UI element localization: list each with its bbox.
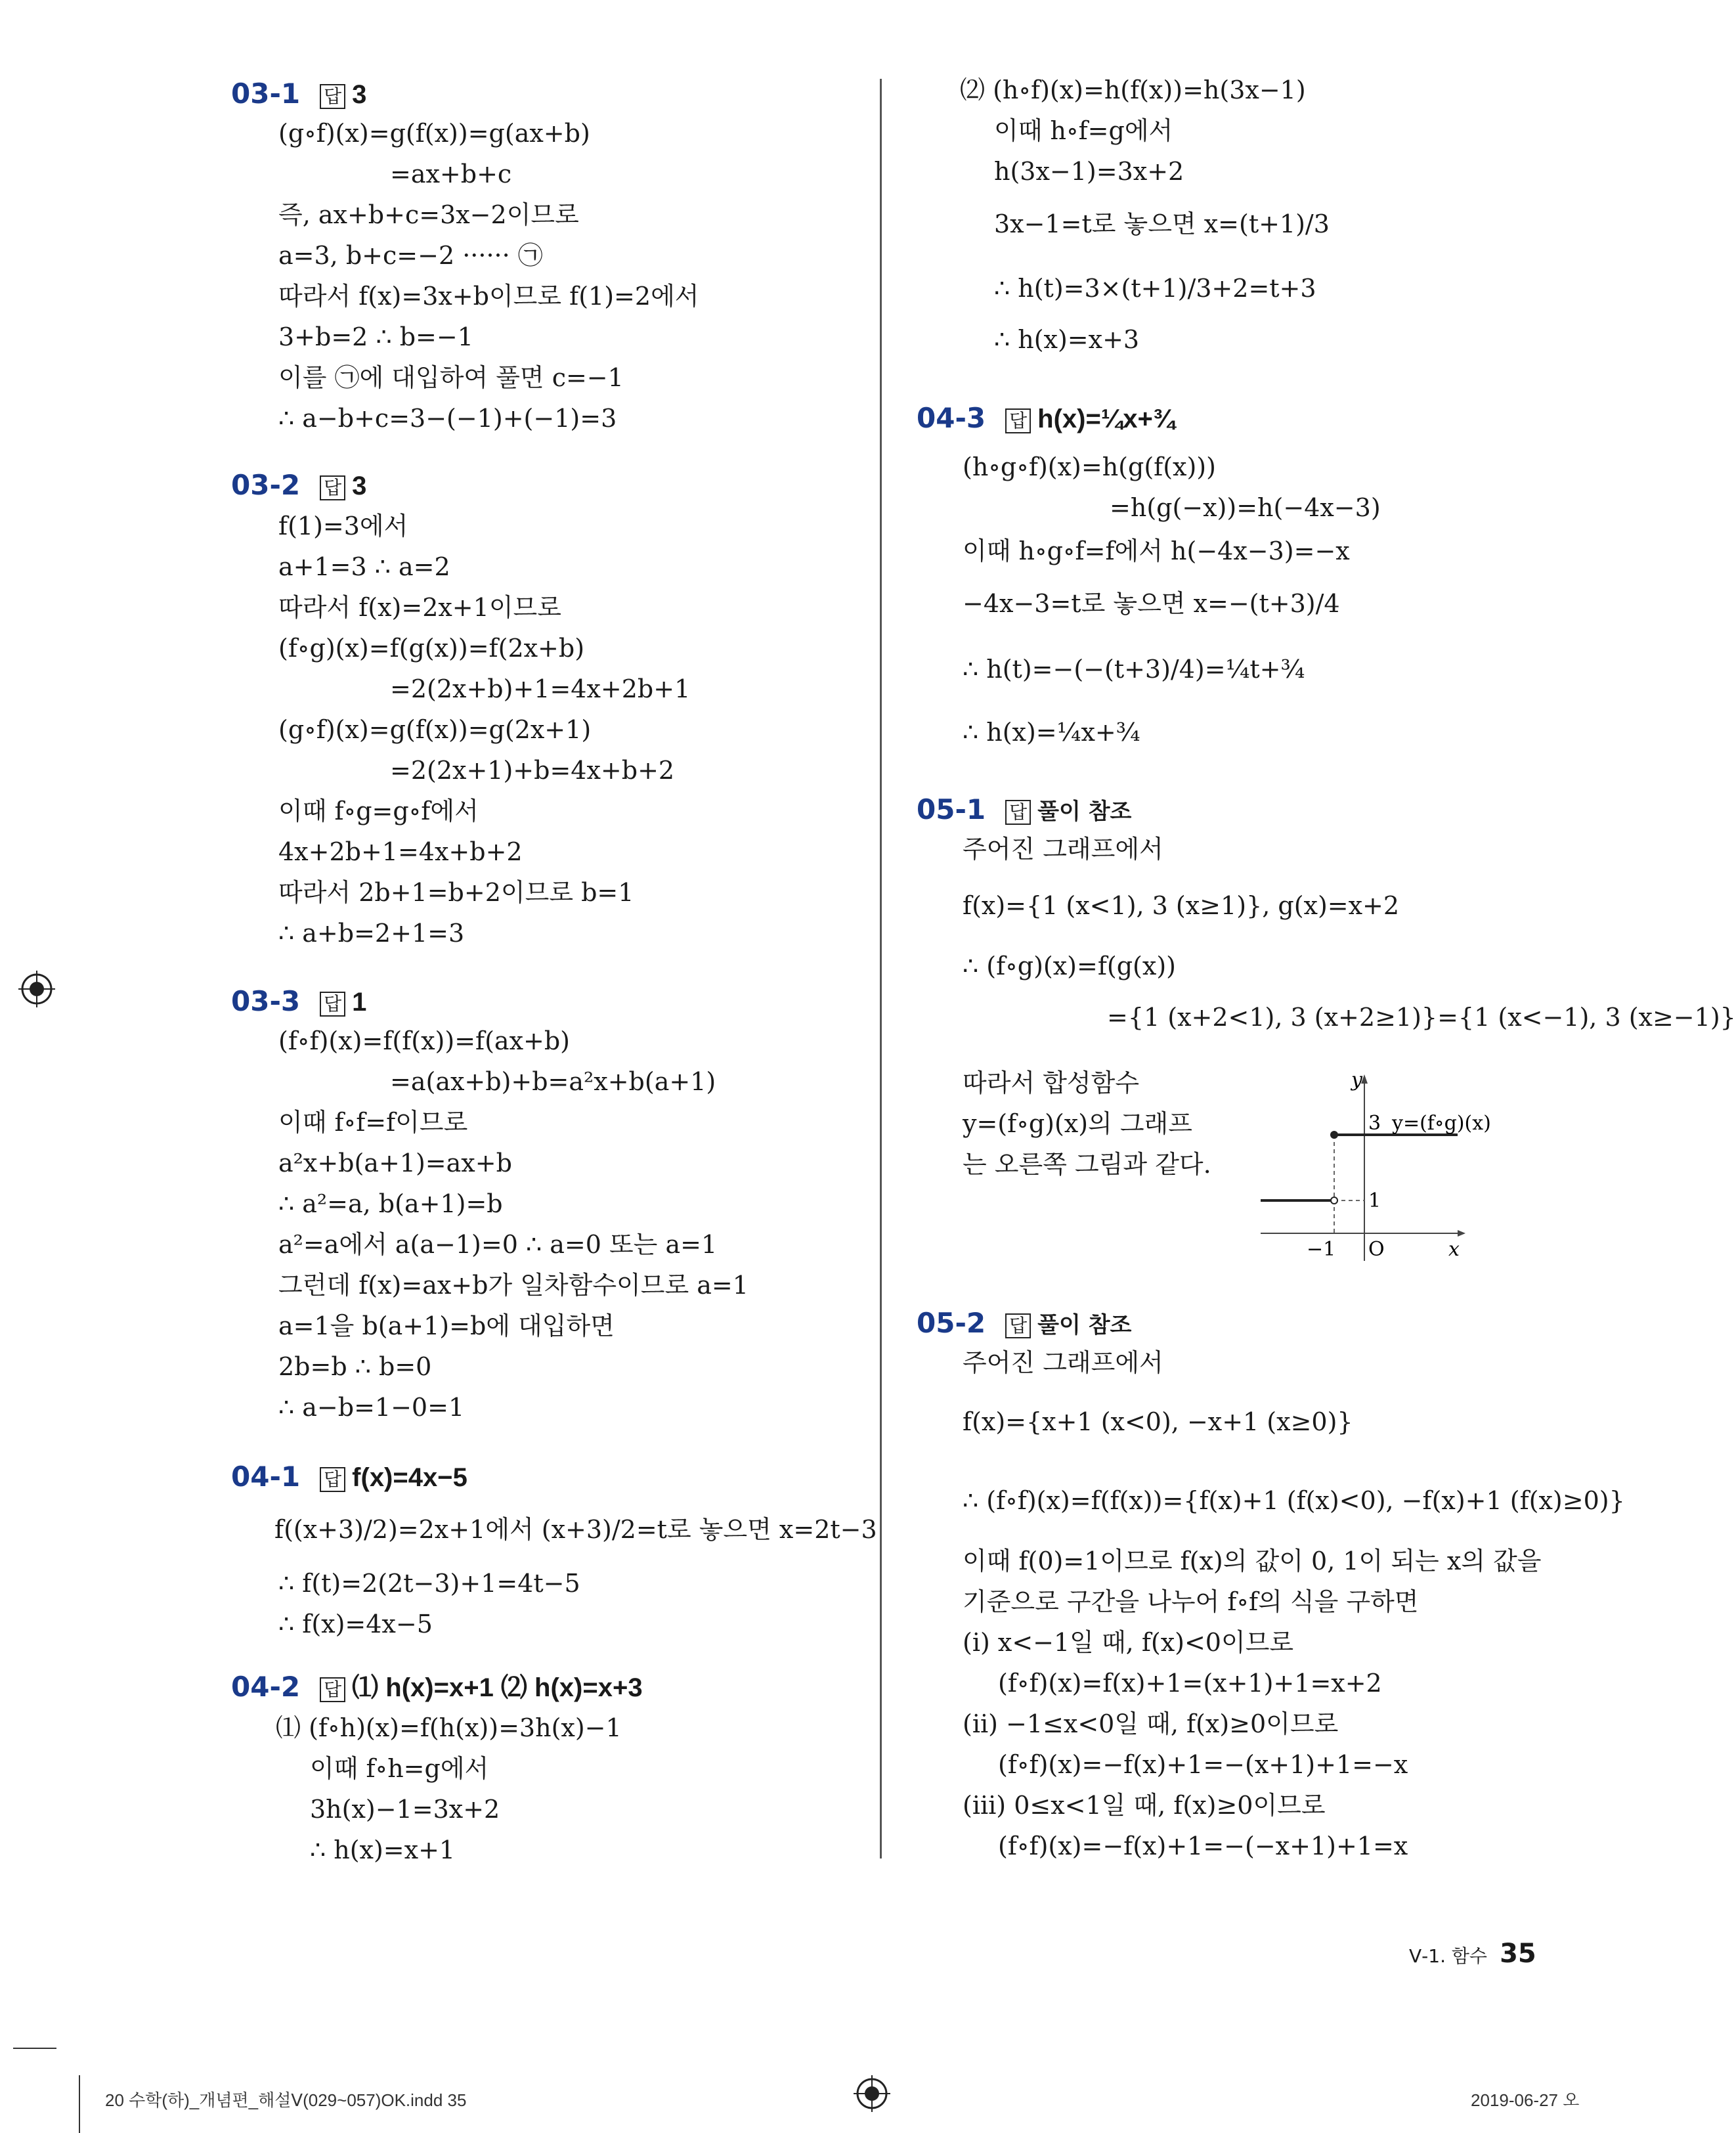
solution-line: 3x−1=t로 놓으면 x=(t+1)/3 xyxy=(994,209,1330,238)
solution-line: a=1을 b(a+1)=b에 대입하면 xyxy=(278,1311,615,1340)
solution-line: ∴ a²=a, b(a+1)=b xyxy=(278,1189,503,1218)
problem-number: 04-1 xyxy=(231,1461,301,1493)
solution-line: (f∘f)(x)=−f(x)+1=−(x+1)+1=−x xyxy=(998,1750,1408,1779)
solution-line: (f∘f)(x)=−f(x)+1=−(−x+1)+1=x xyxy=(998,1832,1408,1860)
solution-line: 주어진 그래프에서 xyxy=(963,835,1163,864)
solution-line: 그런데 f(x)=ax+b가 일차함수이므로 a=1 xyxy=(278,1271,749,1300)
solution-line: 따라서 f(x)=2x+1이므로 xyxy=(278,593,561,622)
problem-number: 04-2 xyxy=(231,1671,301,1703)
answer-tag: 답 xyxy=(1005,800,1031,825)
answer-tag: 답 xyxy=(1005,1313,1031,1338)
solution-line: =h(g(−x))=h(−4x−3) xyxy=(1110,493,1381,522)
solution-line: 따라서 2b+1=b+2이므로 b=1 xyxy=(278,878,634,907)
problem-heading xyxy=(231,985,367,1017)
solution-line: ∴ a−b=1−0=1 xyxy=(278,1393,465,1422)
answer-tag: 답 xyxy=(320,1467,345,1492)
solution-line: ∴ h(x)=¼x+¾ xyxy=(963,718,1140,747)
registration-mark-left xyxy=(18,971,55,1007)
solution-line: ∴ a−b+c=3−(−1)+(−1)=3 xyxy=(278,404,617,433)
solution-line: ∴ h(t)=3×(t+1)/3+2=t+3 xyxy=(994,274,1316,303)
solution-line: 즉, ax+b+c=3x−2이므로 xyxy=(278,200,579,229)
column-divider xyxy=(880,79,882,1858)
solution-line: f(x)={1 (x<1), 3 (x≥1)}, g(x)=x+2 xyxy=(963,891,1400,920)
problem-heading xyxy=(231,1463,467,1492)
solution-line: (h∘g∘f)(x)=h(g(f(x))) xyxy=(963,452,1216,481)
solution-line: ⑴ (f∘h)(x)=f(h(x))=3h(x)−1 xyxy=(276,1713,622,1742)
answer-value: 3 xyxy=(352,472,367,500)
solution-line: ∴ h(x)=x+3 xyxy=(994,325,1140,354)
problem-heading xyxy=(231,469,367,501)
problem-heading xyxy=(231,1673,643,1702)
solution-line: 이때 f∘f=f이므로 xyxy=(278,1108,468,1137)
solution-line: (f∘f)(x)=f(x)+1=(x+1)+1=x+2 xyxy=(998,1669,1382,1698)
solution-line: ∴ (f∘g)(x)=f(g(x)) xyxy=(963,952,1176,980)
answer-tag: 답 xyxy=(320,84,345,109)
answer-value: 3 xyxy=(352,80,367,109)
answer-value: 풀이 참조 xyxy=(1037,1312,1132,1338)
label-y: y xyxy=(1351,1068,1362,1091)
x-axis-arrow xyxy=(1458,1230,1465,1237)
solution-line: (ⅲ) 0≤x<1일 때, f(x)≥0이므로 xyxy=(963,1791,1326,1820)
solution-line: ∴ (f∘f)(x)=f(f(x))={f(x)+1 (f(x)<0), −f(x)+1 (f(x)≥0)} xyxy=(963,1486,1625,1515)
solution-line: ∴ h(t)=−(−(t+3)/4)=¼t+¾ xyxy=(963,655,1305,684)
page-number: 35 xyxy=(1500,1939,1536,1969)
solution-line: y=(f∘g)(x)의 그래프 xyxy=(963,1109,1192,1138)
section-label: Ⅴ-1. 함수 xyxy=(1409,1945,1487,1967)
answer-tag: 답 xyxy=(320,992,345,1017)
solution-line: h(3x−1)=3x+2 xyxy=(994,157,1184,186)
crop-line-vertical xyxy=(79,2075,80,2133)
solution-line: a=3, b+c=−2 ······ ㉠ xyxy=(278,241,543,270)
solution-line: 주어진 그래프에서 xyxy=(963,1348,1163,1377)
solution-line: f(x)={x+1 (x<0), −x+1 (x≥0)} xyxy=(963,1407,1353,1436)
solution-line: 이때 f∘g=g∘f에서 xyxy=(278,797,479,825)
answer-value: h(x)=¼x+¾ xyxy=(1037,405,1175,433)
problem-heading xyxy=(231,77,367,110)
problem-heading xyxy=(917,793,1132,825)
solution-line: ∴ a+b=2+1=3 xyxy=(278,919,465,948)
solution-line: (f∘f)(x)=f(f(x))=f(ax+b) xyxy=(278,1026,570,1055)
open-point xyxy=(1331,1197,1337,1204)
solution-line: ={1 (x+2<1), 3 (x+2≥1)}={1 (x<−1), 3 (x≥−1)} xyxy=(1107,1003,1736,1032)
solution-line: (g∘f)(x)=g(f(x))=g(2x+1) xyxy=(278,715,592,744)
solution-line: ⑵ (h∘f)(x)=h(f(x))=h(3x−1) xyxy=(960,76,1306,104)
answer-tag: 답 xyxy=(320,1677,345,1702)
page-reference xyxy=(1409,1939,1536,1969)
problem-number: 03-3 xyxy=(231,985,301,1017)
solution-line: =a(ax+b)+b=a²x+b(a+1) xyxy=(390,1067,716,1096)
solution-line: 기준으로 구간을 나누어 f∘f의 식을 구하면 xyxy=(963,1587,1419,1616)
label-x: x xyxy=(1448,1238,1460,1261)
label-three: 3 xyxy=(1368,1112,1381,1135)
solution-line: =ax+b+c xyxy=(390,160,512,188)
solution-line: (f∘g)(x)=f(g(x))=f(2x+b) xyxy=(278,634,585,663)
solution-line: 이를 ㉠에 대입하여 풀면 c=−1 xyxy=(278,363,624,392)
solution-line: f(1)=3에서 xyxy=(278,512,408,540)
problem-heading xyxy=(917,1309,1131,1338)
problem-number: 03-2 xyxy=(231,469,301,501)
closed-point xyxy=(1330,1131,1338,1139)
solution-line: 따라서 합성함수 xyxy=(963,1068,1140,1097)
answer-value: 풀이 참조 xyxy=(1037,799,1132,825)
solution-line: 이때 h∘g∘f=f에서 h(−4x−3)=−x xyxy=(963,537,1350,565)
solution-line: f((x+3)/2)=2x+1에서 (x+3)/2=t로 놓으면 x=2t−3 xyxy=(274,1515,877,1544)
solution-line: ∴ h(x)=x+1 xyxy=(310,1836,456,1864)
label-function: y=(f∘g)(x) xyxy=(1392,1112,1491,1135)
solution-line: (ⅱ) −1≤x<0일 때, f(x)≥0이므로 xyxy=(963,1709,1339,1738)
problem-number: 05-2 xyxy=(917,1307,986,1339)
problem-number: 04-3 xyxy=(917,402,986,434)
solution-line: 이때 f(0)=1이므로 f(x)의 값이 0, 1이 되는 x의 값을 xyxy=(963,1547,1542,1575)
solution-line: 이때 f∘h=g에서 xyxy=(310,1754,489,1783)
answer-tag: 답 xyxy=(1005,408,1031,433)
crop-line-horizontal xyxy=(13,2048,56,2049)
solution-line: 3+b=2 ∴ b=−1 xyxy=(278,322,473,351)
solution-line: a²x+b(a+1)=ax+b xyxy=(278,1149,512,1177)
solution-line: (ⅰ) x<−1일 때, f(x)<0이므로 xyxy=(963,1628,1294,1657)
footer-file-info: 20 수학(하)_개념편_해설Ⅴ(029~057)OK.indd 35 xyxy=(105,2090,467,2110)
registration-mark-bottom xyxy=(854,2075,890,2112)
solution-line: =2(2x+b)+1=4x+2b+1 xyxy=(390,674,691,703)
solution-line: 3h(x)−1=3x+2 xyxy=(310,1795,500,1824)
solution-line: −4x−3=t로 놓으면 x=−(t+3)/4 xyxy=(963,589,1340,618)
solution-line: 2b=b ∴ b=0 xyxy=(278,1352,432,1381)
solution-line: 는 오른쪽 그림과 같다. xyxy=(963,1150,1211,1179)
composite-function-graph xyxy=(1254,1064,1543,1261)
answer-tag: 답 xyxy=(320,475,345,500)
answer-value: 1 xyxy=(352,988,367,1017)
solution-line: ∴ f(x)=4x−5 xyxy=(278,1610,433,1638)
problem-heading xyxy=(917,402,1175,434)
answer-value: ⑴ h(x)=x+1 ⑵ h(x)=x+3 xyxy=(352,1673,643,1702)
solution-line: 따라서 f(x)=3x+b이므로 f(1)=2에서 xyxy=(278,282,699,311)
problem-number: 03-1 xyxy=(231,77,301,110)
solution-line: a²=a에서 a(a−1)=0 ∴ a=0 또는 a=1 xyxy=(278,1230,718,1259)
label-origin: O xyxy=(1368,1238,1385,1261)
problem-number: 05-1 xyxy=(917,793,986,825)
label-minus-one: −1 xyxy=(1307,1238,1336,1261)
answer-value: f(x)=4x−5 xyxy=(352,1463,467,1492)
solution-line: ∴ f(t)=2(2t−3)+1=4t−5 xyxy=(278,1569,580,1598)
solution-line: (g∘f)(x)=g(f(x))=g(ax+b) xyxy=(278,119,590,148)
solution-line: a+1=3 ∴ a=2 xyxy=(278,552,450,581)
solution-line: 이때 h∘f=g에서 xyxy=(994,116,1173,145)
label-one: 1 xyxy=(1368,1189,1381,1212)
solution-line: 4x+2b+1=4x+b+2 xyxy=(278,837,523,866)
solution-line: =2(2x+1)+b=4x+b+2 xyxy=(390,756,675,785)
footer-date: 2019-06-27 오 xyxy=(1471,2090,1580,2110)
